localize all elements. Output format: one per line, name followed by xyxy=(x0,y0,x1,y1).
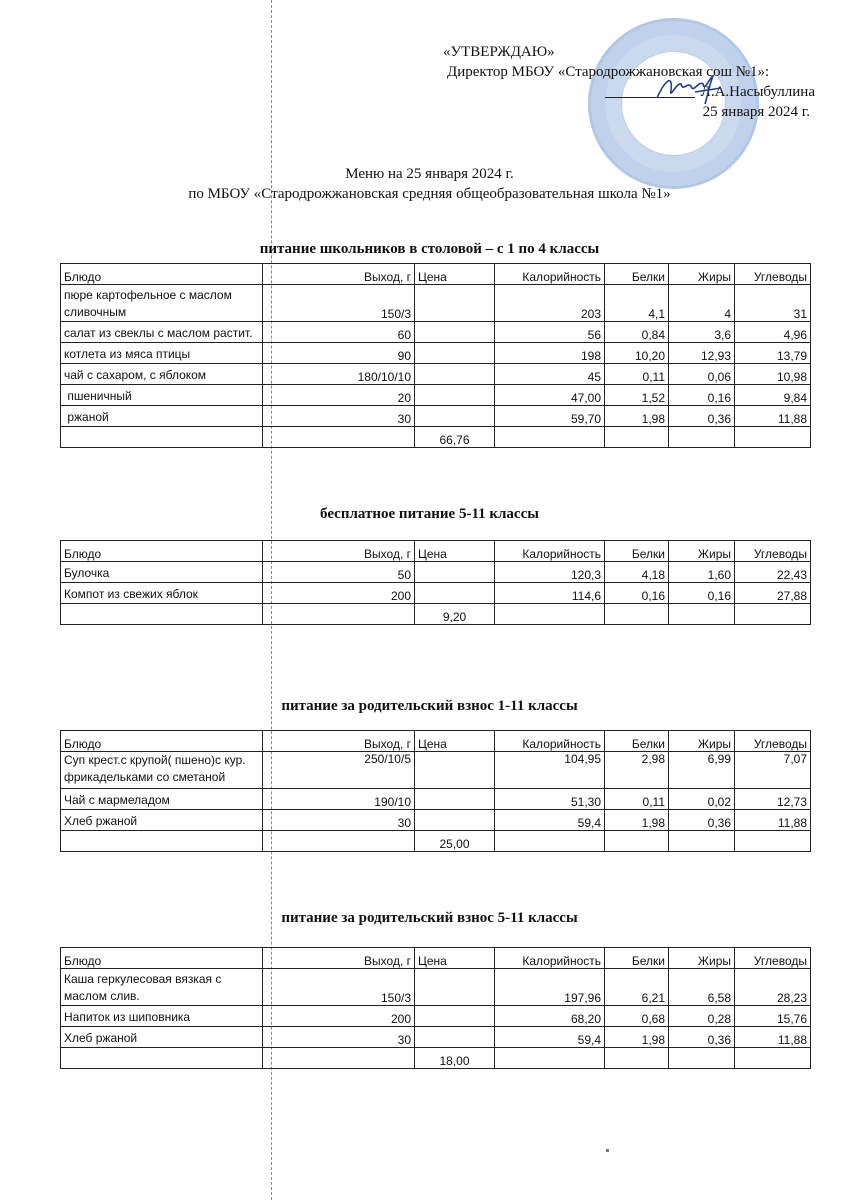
approval-signatory xyxy=(440,82,820,102)
col-header-yield: Выход, г xyxy=(263,541,415,562)
col-header-fat: Жиры xyxy=(669,731,735,752)
col-header-dish: Блюдо xyxy=(61,948,263,969)
dish-name: салат из свеклы с маслом растит. xyxy=(61,322,263,343)
dish-fat: 0,02 xyxy=(669,789,735,810)
col-header-price: Цена xyxy=(415,264,495,285)
dish-price xyxy=(415,285,495,322)
dish-name: Булочка xyxy=(61,562,263,583)
table-row xyxy=(61,969,811,1006)
dish-kcal: 120,3 xyxy=(495,562,605,583)
dish-carbs: 10,98 xyxy=(735,364,811,385)
dish-fat: 12,93 xyxy=(669,343,735,364)
total-price: 9,20 xyxy=(415,604,495,625)
approval-heading: «УТВЕРЖДАЮ» xyxy=(443,44,555,60)
dish-name: Хлеб ржаной xyxy=(61,810,263,831)
dish-name: Напиток из шиповника xyxy=(61,1006,263,1027)
col-header-fat: Жиры xyxy=(669,264,735,285)
dish-protein: 0,84 xyxy=(605,322,669,343)
section-title-free-5-11: бесплатное питание 5-11 классы xyxy=(320,506,539,522)
table-row xyxy=(61,385,811,406)
dish-name: чай с сахаром, с яблоком xyxy=(61,364,263,385)
dish-price xyxy=(415,969,495,1006)
dish-protein: 1,98 xyxy=(605,810,669,831)
dish-name: Компот из свежих яблок xyxy=(61,583,263,604)
dish-price xyxy=(415,1006,495,1027)
dish-name: Хлеб ржаной xyxy=(61,1027,263,1048)
dish-fat: 0,28 xyxy=(669,1006,735,1027)
col-header-price: Цена xyxy=(415,948,495,969)
dish-price xyxy=(415,406,495,427)
dish-price xyxy=(415,752,495,789)
table-header-row xyxy=(61,731,811,752)
dish-fat: 0,36 xyxy=(669,810,735,831)
menu-subtitle: по МБОУ «Стародрожжановская средняя общеобразовательная школа №1» xyxy=(188,186,671,202)
approval-position: Директор МБОУ «Стародрожжановская сош №1»: xyxy=(447,64,770,80)
col-header-carbs: Углеводы xyxy=(735,731,811,752)
col-header-yield: Выход, г xyxy=(263,264,415,285)
dish-kcal: 51,30 xyxy=(495,789,605,810)
table-header-row xyxy=(61,541,811,562)
col-header-kcal: Калорийность xyxy=(495,264,605,285)
table-row xyxy=(61,406,811,427)
dish-fat: 0,06 xyxy=(669,364,735,385)
dish-protein: 0,11 xyxy=(605,789,669,810)
dish-carbs: 11,88 xyxy=(735,1027,811,1048)
dish-carbs: 9,84 xyxy=(735,385,811,406)
dish-name: ржаной xyxy=(61,406,263,427)
dish-protein: 4,1 xyxy=(605,285,669,322)
col-header-dish: Блюдо xyxy=(61,264,263,285)
dish-carbs: 7,07 xyxy=(735,752,811,789)
total-row xyxy=(61,1048,811,1069)
col-header-price: Цена xyxy=(415,541,495,562)
signature-icon xyxy=(655,70,725,106)
dish-protein: 1,98 xyxy=(605,406,669,427)
dish-protein: 6,21 xyxy=(605,969,669,1006)
dish-fat: 4 xyxy=(669,285,735,322)
dish-price xyxy=(415,810,495,831)
menu-table-parent-1-11 xyxy=(60,730,811,852)
dish-yield: 50 xyxy=(263,562,415,583)
dish-carbs: 28,23 xyxy=(735,969,811,1006)
table-row xyxy=(61,789,811,810)
dish-carbs: 11,88 xyxy=(735,406,811,427)
total-price: 66,76 xyxy=(415,427,495,448)
col-header-carbs: Углеводы xyxy=(735,541,811,562)
dish-fat: 6,99 xyxy=(669,752,735,789)
col-header-carbs: Углеводы xyxy=(735,264,811,285)
dish-fat: 0,36 xyxy=(669,1027,735,1048)
menu-table-parent-5-11 xyxy=(60,947,811,1069)
col-header-fat: Жиры xyxy=(669,948,735,969)
dish-yield: 150/3 xyxy=(263,285,415,322)
dish-name: Каша геркулесовая вязкая с маслом слив. xyxy=(61,969,263,1006)
dish-fat: 0,16 xyxy=(669,583,735,604)
dish-kcal: 114,6 xyxy=(495,583,605,604)
section-title-parent-1-11: питание за родительский взнос 1-11 классы xyxy=(281,698,578,714)
dish-carbs: 11,88 xyxy=(735,810,811,831)
table-row xyxy=(61,810,811,831)
dish-yield: 30 xyxy=(263,1027,415,1048)
dish-kcal: 104,95 xyxy=(495,752,605,789)
table-row xyxy=(61,343,811,364)
table-row xyxy=(61,1027,811,1048)
col-header-protein: Белки xyxy=(605,731,669,752)
dish-protein: 0,11 xyxy=(605,364,669,385)
col-header-protein: Белки xyxy=(605,948,669,969)
dish-name: пшеничный xyxy=(61,385,263,406)
dish-protein: 2,98 xyxy=(605,752,669,789)
scan-speck xyxy=(606,1149,609,1152)
dish-protein: 0,16 xyxy=(605,583,669,604)
table-row xyxy=(61,1006,811,1027)
table-header-row xyxy=(61,264,811,285)
dish-price xyxy=(415,364,495,385)
dish-price xyxy=(415,583,495,604)
dish-carbs: 15,76 xyxy=(735,1006,811,1027)
col-header-protein: Белки xyxy=(605,264,669,285)
dish-yield: 150/3 xyxy=(263,969,415,1006)
dish-fat: 6,58 xyxy=(669,969,735,1006)
dish-yield: 30 xyxy=(263,810,415,831)
table-row xyxy=(61,583,811,604)
col-header-fat: Жиры xyxy=(669,541,735,562)
table-row xyxy=(61,285,811,322)
dish-name: Суп крест.с крупой( пшено)с кур. фрикадельками со сметаной xyxy=(61,752,263,789)
col-header-kcal: Калорийность xyxy=(495,948,605,969)
dish-kcal: 197,96 xyxy=(495,969,605,1006)
total-price: 25,00 xyxy=(415,831,495,852)
col-header-protein: Белки xyxy=(605,541,669,562)
table-row xyxy=(61,752,811,789)
dish-yield: 190/10 xyxy=(263,789,415,810)
col-header-yield: Выход, г xyxy=(263,948,415,969)
table-header-row xyxy=(61,948,811,969)
total-row xyxy=(61,427,811,448)
dish-kcal: 198 xyxy=(495,343,605,364)
total-row xyxy=(61,831,811,852)
dish-name: пюре картофельное с маслом сливочным xyxy=(61,285,263,322)
dish-price xyxy=(415,343,495,364)
dish-kcal: 47,00 xyxy=(495,385,605,406)
signatory-name: Л.А.Насыбуллина xyxy=(700,84,815,100)
dish-name: Чай с мармеладом xyxy=(61,789,263,810)
dish-carbs: 31 xyxy=(735,285,811,322)
total-price: 18,00 xyxy=(415,1048,495,1069)
dish-fat: 1,60 xyxy=(669,562,735,583)
total-row xyxy=(61,604,811,625)
menu-table-1-4 xyxy=(60,263,811,448)
dish-price xyxy=(415,1027,495,1048)
dish-carbs: 27,88 xyxy=(735,583,811,604)
dish-fat: 0,36 xyxy=(669,406,735,427)
menu-table-free-5-11 xyxy=(60,540,811,625)
dish-price xyxy=(415,789,495,810)
dish-kcal: 45 xyxy=(495,364,605,385)
table-row xyxy=(61,322,811,343)
menu-title: Меню на 25 января 2024 г. xyxy=(345,166,514,182)
section-title-1-4: питание школьников в столовой – с 1 по 4 классы xyxy=(259,241,600,257)
dish-protein: 1,52 xyxy=(605,385,669,406)
dish-kcal: 56 xyxy=(495,322,605,343)
dish-protein: 10,20 xyxy=(605,343,669,364)
dish-yield: 250/10/5 xyxy=(263,752,415,789)
dish-protein: 4,18 xyxy=(605,562,669,583)
dish-yield: 200 xyxy=(263,583,415,604)
dish-carbs: 12,73 xyxy=(735,789,811,810)
col-header-dish: Блюдо xyxy=(61,731,263,752)
dish-kcal: 203 xyxy=(495,285,605,322)
approval-date: 25 января 2024 г. xyxy=(702,104,810,120)
table-row xyxy=(61,364,811,385)
table-row xyxy=(61,562,811,583)
col-header-price: Цена xyxy=(415,731,495,752)
dish-yield: 90 xyxy=(263,343,415,364)
dish-carbs: 4,96 xyxy=(735,322,811,343)
dish-name: котлета из мяса птицы xyxy=(61,343,263,364)
dish-fat: 3,6 xyxy=(669,322,735,343)
section-title-parent-5-11: питание за родительский взнос 5-11 классы xyxy=(281,910,578,926)
col-header-dish: Блюдо xyxy=(61,541,263,562)
dish-protein: 1,98 xyxy=(605,1027,669,1048)
dish-fat: 0,16 xyxy=(669,385,735,406)
dish-kcal: 68,20 xyxy=(495,1006,605,1027)
col-header-yield: Выход, г xyxy=(263,731,415,752)
dish-yield: 60 xyxy=(263,322,415,343)
col-header-carbs: Углеводы xyxy=(735,948,811,969)
dish-kcal: 59,70 xyxy=(495,406,605,427)
dish-price xyxy=(415,562,495,583)
col-header-kcal: Калорийность xyxy=(495,731,605,752)
dish-carbs: 22,43 xyxy=(735,562,811,583)
dish-kcal: 59,4 xyxy=(495,1027,605,1048)
dish-yield: 180/10/10 xyxy=(263,364,415,385)
dish-price xyxy=(415,385,495,406)
dish-yield: 30 xyxy=(263,406,415,427)
dish-yield: 200 xyxy=(263,1006,415,1027)
dish-carbs: 13,79 xyxy=(735,343,811,364)
col-header-kcal: Калорийность xyxy=(495,541,605,562)
approval-block xyxy=(440,42,820,122)
dish-kcal: 59,4 xyxy=(495,810,605,831)
dish-price xyxy=(415,322,495,343)
dish-protein: 0,68 xyxy=(605,1006,669,1027)
dish-yield: 20 xyxy=(263,385,415,406)
